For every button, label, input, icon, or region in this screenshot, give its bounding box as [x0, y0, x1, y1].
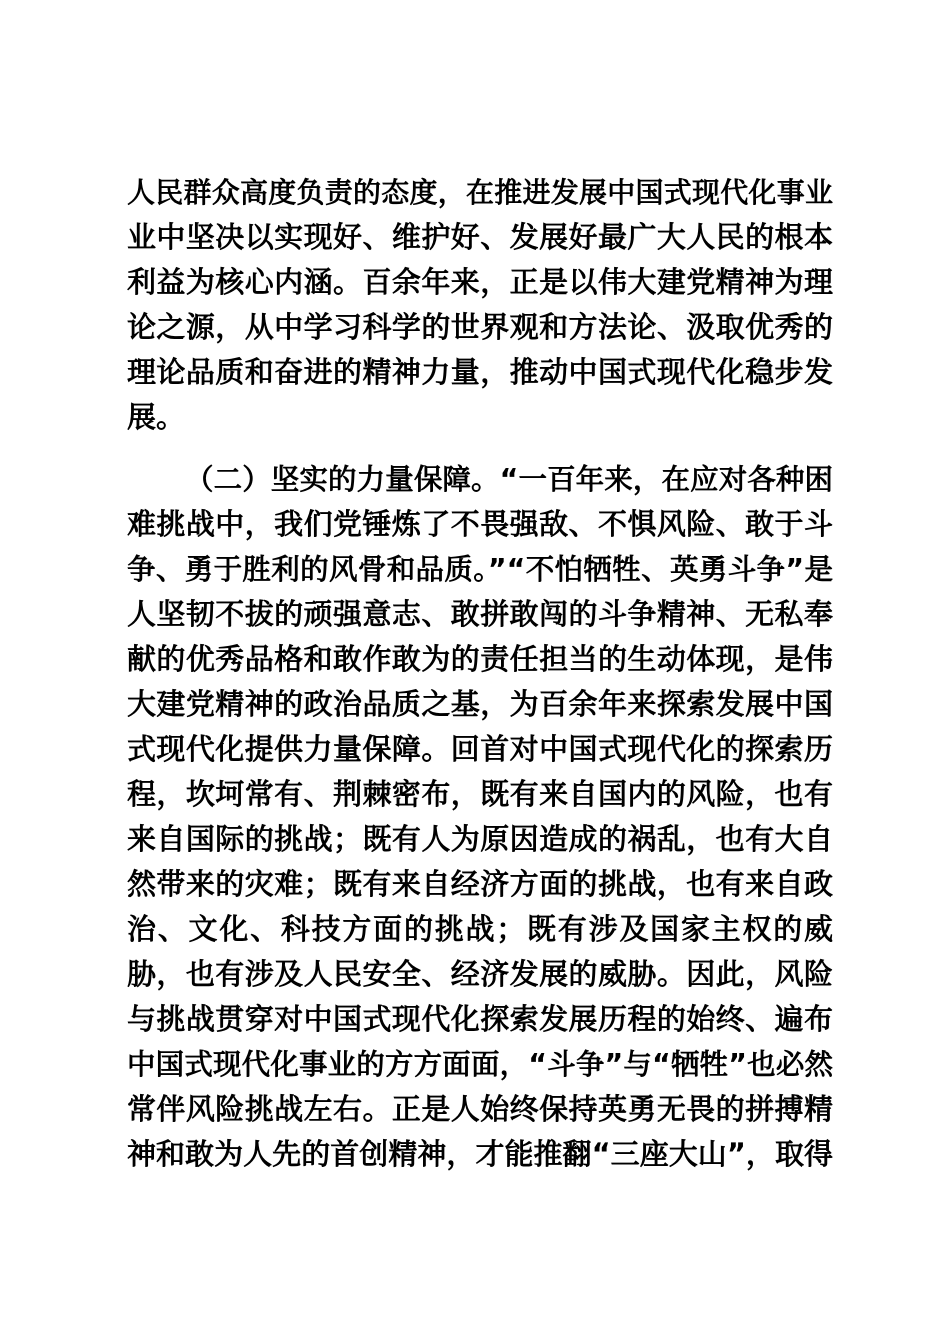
paragraph-line: 人民群众高度负责的态度，在推进发展中国式现代化事业 — [127, 176, 833, 209]
paragraph-2 — [127, 457, 833, 1177]
paragraph-line: 与挑战贯穿对中国式现代化探索发展历程的始终、遍布 — [127, 1002, 833, 1036]
paragraph-line: 中国式现代化事业的方方面面，“斗争”与“牺牲”也必然 — [127, 1048, 833, 1081]
paragraph-line: 人坚韧不拔的顽强意志、敢拼敢闯的斗争精神、无私奉 — [127, 597, 833, 631]
paragraph-line: 程，坎坷常有、荆棘密布，既有来自国内的风险，也有 — [127, 777, 833, 811]
paragraph-line: 式现代化提供力量保障。回首对中国式现代化的探索历 — [127, 732, 833, 766]
paragraph-line: 神和敢为人先的首创精神，才能推翻“三座大山”，取得 — [127, 1137, 833, 1171]
paragraph-line: 争、勇于胜利的风骨和品质。”“不怕牺牲、英勇斗争”是 — [127, 553, 833, 586]
paragraph-line: 利益为核心内涵。百余年来，正是以伟大建党精神为理 — [127, 265, 833, 299]
paragraph-line: 论之源，从中学习科学的世界观和方法论、汲取优秀的 — [127, 310, 833, 344]
paragraph-line: 治、文化、科技方面的挑战；既有涉及国家主权的威 — [127, 912, 833, 946]
paragraph-line: 然带来的灾难；既有来自经济方面的挑战，也有来自政 — [127, 867, 833, 901]
paragraph-line: 难挑战中，我们党锤炼了不畏强敌、不惧风险、敢于斗 — [127, 507, 833, 541]
paragraph-line: 展。 — [127, 400, 186, 434]
paragraph-1 — [127, 170, 833, 440]
paragraph-line: 来自国际的挑战；既有人为原因造成的祸乱，也有大自 — [127, 822, 833, 856]
paragraph-line: 大建党精神的政治品质之基，为百余年来探索发展中国 — [127, 687, 833, 721]
paragraph-line: 胁，也有涉及人民安全、经济发展的威胁。因此，风险 — [127, 957, 833, 991]
paragraph-line: 理论品质和奋进的精神力量，推动中国式现代化稳步发 — [127, 355, 833, 389]
paragraph-line: （二）坚实的力量保障。“一百年来，在应对各种困 — [185, 463, 833, 496]
paragraph-line: 业中坚决以实现好、维护好、发展好最广大人民的根本 — [127, 220, 833, 254]
paragraph-line: 常伴风险挑战左右。正是人始终保持英勇无畏的拼搏精 — [127, 1092, 833, 1126]
paragraph-line: 献的优秀品格和敢作敢为的责任担当的生动体现，是伟 — [127, 642, 833, 676]
